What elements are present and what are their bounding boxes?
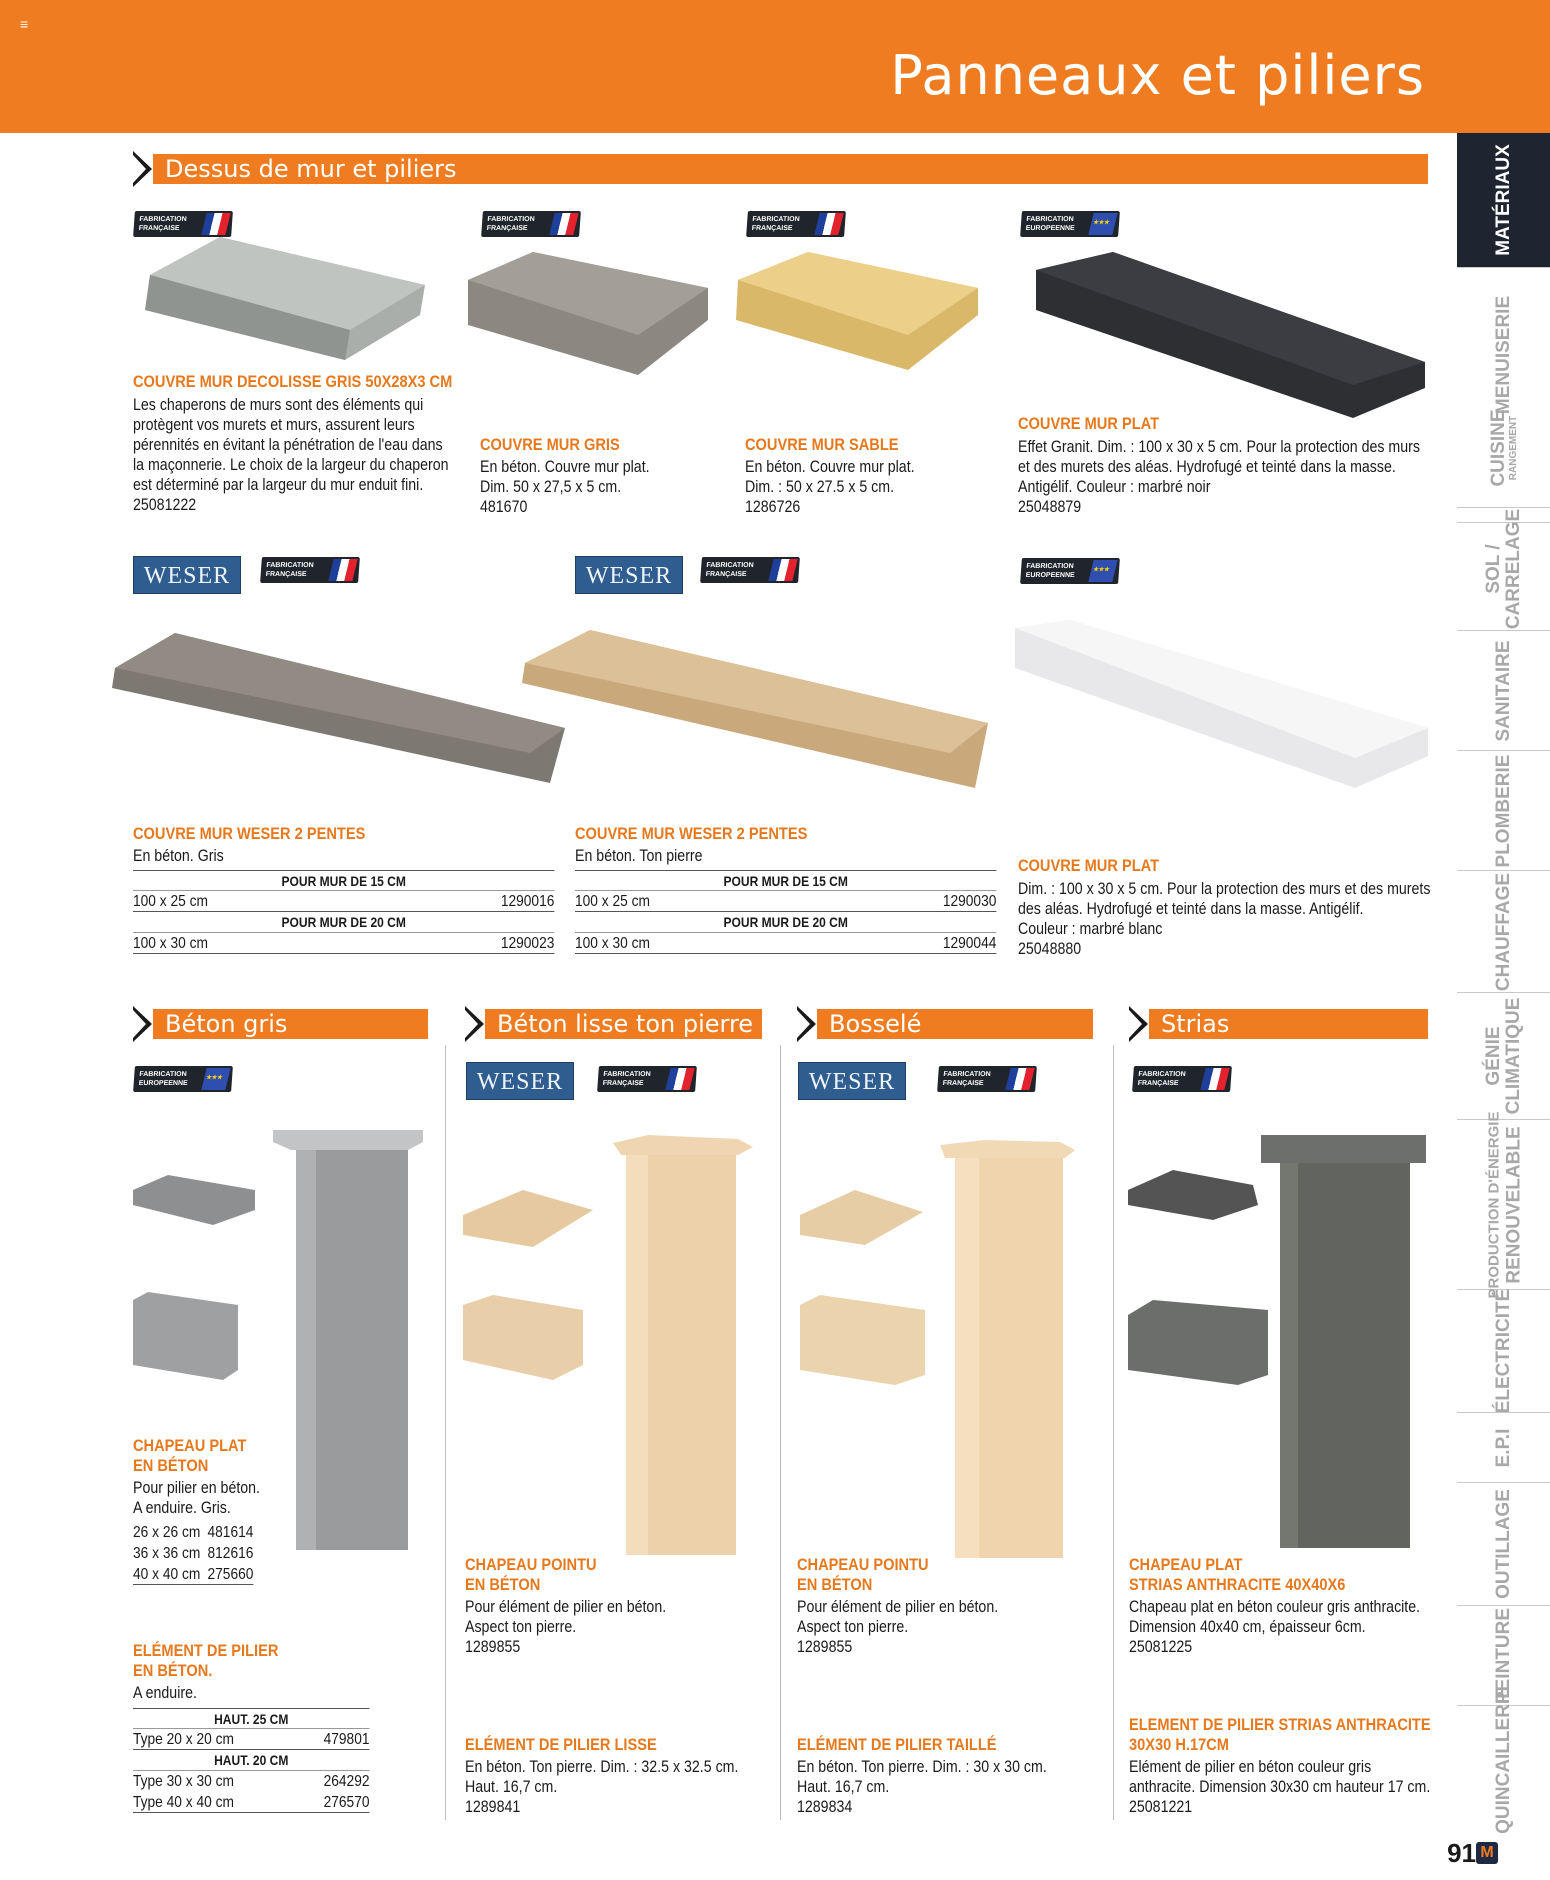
product-title: COUVRE MUR WESER 2 PENTES — [575, 824, 808, 843]
eu-flag-icon — [201, 1068, 230, 1090]
product-description: Chapeau plat en béton couleur gris anthracite. Dimension 40x40 cm, épaisseur 6cm. 25081225 — [1129, 1598, 1421, 1656]
bossele-pilier-image — [795, 1140, 1095, 1570]
sidebar-item-quincaillerie[interactable]: QUINCAILLERIE — [1492, 1685, 1514, 1834]
fabrication-francaise-badge: FABRICATION FRANÇAISE — [1132, 1066, 1232, 1092]
sidebar-item-energie[interactable]: PRODUCTION D'ÉNERGIE RENOUVELABLE — [1457, 1120, 1550, 1290]
fabrication-francaise-badge: FABRICATION FRANÇAISE — [481, 211, 581, 237]
product-description: A enduire. — [133, 1684, 197, 1702]
french-flag-icon — [201, 213, 230, 235]
chevron-right-icon — [465, 1006, 485, 1042]
brand-logo: M — [1476, 1842, 1498, 1864]
product-title: CHAPEAU PLAT EN BÉTON — [133, 1436, 247, 1475]
product-description: Pour élément de pilier en béton. Aspect ton pierre. 1289855 — [465, 1598, 667, 1656]
column-divider — [1113, 1045, 1114, 1820]
page-header — [0, 0, 1550, 133]
product-description: En béton. Couvre mur plat. Dim. : 50 x 27.5 x 5 cm. 1286726 — [745, 458, 915, 516]
couvre-mur-plat-blanc-image — [1010, 618, 1430, 793]
sidebar-item-plomberie[interactable]: PLOMBERIE — [1457, 751, 1550, 871]
spec-heading: HAUT. 20 CM — [133, 1750, 370, 1771]
product-title: CHAPEAU PLAT STRIAS ANTHRACITE 40X40X6 — [1129, 1555, 1346, 1594]
column-divider — [780, 1045, 781, 1820]
sidebar-item-menuiserie[interactable]: MENUISERIE — [1457, 268, 1550, 523]
product-title: CHAPEAU POINTU EN BÉTON — [465, 1555, 597, 1594]
column-divider — [445, 1045, 446, 1820]
fabrication-francaise-badge: FABRICATION FRANÇAISE — [700, 557, 800, 583]
couvre-mur-plat-noir-image — [1033, 250, 1428, 420]
french-flag-icon — [1005, 1068, 1034, 1090]
sidebar-item-epi[interactable]: E.P.I — [1457, 1413, 1550, 1483]
fabrication-europeenne-badge: FABRICATION EUROPEENNE ★★★ — [1020, 558, 1120, 584]
product-description: En béton. Gris — [133, 847, 224, 865]
product-title: COUVRE MUR GRIS — [480, 435, 620, 454]
spec-table: POUR MUR DE 15 CM 100 x 25 cm 1290016 POUR MUR DE 20 CM 100 x 30 cm 1290023 — [133, 870, 554, 954]
fabrication-europeenne-badge: FABRICATION EUROPEENNE ★★★ — [1020, 211, 1120, 237]
french-flag-icon — [328, 559, 357, 581]
couvre-mur-sable-image — [733, 250, 983, 375]
product-title: CHAPEAU POINTU EN BÉTON — [797, 1555, 929, 1594]
product-description: En béton. Ton pierre. Dim. : 32.5 x 32.5 cm. Haut. 16,7 cm. 1289841 — [465, 1758, 739, 1816]
product-description: Les chaperons de murs sont des éléments qui protègent vos murets et murs, assurent leurs pérennités en évitant la pénétration de l'eau dans la maçonnerie. Le choix de la largeur du chaperon est déterminé par la largeur du mur enduit fini. 25081222 — [133, 396, 449, 514]
fabrication-francaise-badge: FABRICATION FRANÇAISE — [133, 211, 233, 237]
couvre-mur-weser-gris-image — [110, 628, 570, 788]
product-title: COUVRE MUR WESER 2 PENTES — [133, 824, 366, 843]
spec-heading: HAUT. 25 CM — [133, 1708, 370, 1729]
spec-table: 26 x 26 cm 481614 36 x 36 cm 812616 40 x 40 cm 275660 — [133, 1524, 254, 1583]
page-title: Panneaux et piliers — [890, 44, 1425, 107]
french-flag-icon — [768, 559, 797, 581]
weser-logo: WESER — [575, 556, 683, 594]
section-title: Béton lisse ton pierre — [497, 1010, 754, 1038]
product-description: Effet Granit. Dim. : 100 x 30 x 5 cm. Pour la protection des murs et des murets des aléas. Hydrofugé et teinté dans la masse. Antigélif. Couleur : marbré noir 25048879 — [1018, 438, 1420, 516]
product-description: Elément de pilier en béton couleur gris anthracite. Dimension 30x30 cm hauteur 17 cm. 25081221 — [1129, 1758, 1431, 1816]
couvre-mur-weser-pierre-image — [520, 628, 990, 793]
section-header-beton-gris — [133, 1009, 428, 1039]
section-title: Dessus de mur et piliers — [165, 155, 457, 183]
product-description: En béton. Ton pierre. Dim. : 30 x 30 cm. Haut. 16,7 cm. 1289834 — [797, 1758, 1047, 1816]
sidebar-item-chauffage[interactable]: CHAUFFAGE — [1457, 871, 1550, 993]
eu-flag-icon — [1088, 560, 1117, 582]
fabrication-francaise-badge: FABRICATION FRANÇAISE — [260, 557, 360, 583]
product-title: COUVRE MUR PLAT — [1018, 414, 1160, 433]
sidebar-item-sanitaire[interactable]: SANITAIRE — [1457, 631, 1550, 751]
product-title: ELÉMENT DE PILIER LISSE — [465, 1735, 657, 1754]
chevron-right-icon — [797, 1006, 817, 1042]
weser-logo: WESER — [466, 1062, 574, 1100]
section-title: Bosselé — [829, 1010, 922, 1038]
product-title: ELÉMENT DE PILIER TAILLÉ — [797, 1735, 997, 1754]
spec-heading: POUR MUR DE 15 CM — [575, 870, 996, 891]
chevron-right-icon — [1129, 1006, 1149, 1042]
eu-flag-icon — [1088, 213, 1117, 235]
spec-table: POUR MUR DE 15 CM 100 x 25 cm 1290030 POUR MUR DE 20 CM 100 x 30 cm 1290044 — [575, 870, 996, 954]
product-description: En béton. Couvre mur plat. Dim. 50 x 27,5 x 5 cm. 481670 — [480, 458, 650, 516]
french-flag-icon — [1200, 1068, 1229, 1090]
fabrication-europeenne-badge: FABRICATION EUROPEENNE ★★★ — [133, 1066, 233, 1092]
product-title: ELÉMENT DE PILIER EN BÉTON. — [133, 1641, 279, 1680]
chevron-right-icon — [133, 1006, 153, 1042]
product-title: COUVRE MUR SABLE — [745, 435, 899, 454]
category-sidebar — [1457, 133, 1550, 1834]
couvre-mur-decolisse-image — [140, 235, 430, 365]
menu-icon[interactable]: ≡ — [20, 16, 29, 32]
section-title: Strias — [1161, 1010, 1230, 1038]
fabrication-francaise-badge: FABRICATION FRANÇAISE — [597, 1066, 697, 1092]
product-description: Pour pilier en béton. A enduire. Gris. — [133, 1479, 261, 1517]
product-description: En béton. Ton pierre — [575, 847, 703, 865]
product-title: ELEMENT DE PILIER STRIAS ANTHRACITE 30X30 H.17CM — [1129, 1715, 1431, 1754]
product-title: COUVRE MUR DECOLISSE GRIS 50X28X3 CM — [133, 372, 453, 391]
sidebar-item-genie-climatique[interactable]: GÉNIE CLIMATIQUE — [1457, 993, 1550, 1120]
section-header-beton-lisse — [465, 1009, 762, 1039]
sidebar-item-outillage[interactable]: OUTILLAGE — [1457, 1483, 1550, 1606]
section-title: Béton gris — [165, 1010, 288, 1038]
spec-heading: POUR MUR DE 20 CM — [133, 912, 554, 933]
sidebar-item-sol-carrelage[interactable]: SOL / CARRELAGE — [1457, 508, 1550, 631]
strias-pilier-image — [1128, 1130, 1428, 1570]
sidebar-item-peinture[interactable]: PEINTURE — [1457, 1606, 1550, 1706]
product-title: COUVRE MUR PLAT — [1018, 856, 1160, 875]
section-header-dessus — [133, 154, 1428, 184]
spec-heading: POUR MUR DE 15 CM — [133, 870, 554, 891]
spec-table: HAUT. 25 CM Type 20 x 20 cm 479801 HAUT. 20 CM Type 30 x 30 cm 264292 Type 40 x 40 cm 276570 — [133, 1708, 370, 1813]
product-description: Pour élément de pilier en béton. Aspect ton pierre. 1289855 — [797, 1598, 999, 1656]
sidebar-item-electricite[interactable]: ÉLECTRICITÉ — [1457, 1290, 1550, 1413]
french-flag-icon — [665, 1068, 694, 1090]
sidebar-item-materiaux[interactable]: MATÉRIAUX — [1457, 133, 1550, 268]
fabrication-francaise-badge: FABRICATION FRANÇAISE — [937, 1066, 1037, 1092]
chevron-right-icon — [133, 151, 153, 187]
sidebar-item-cuisine[interactable]: CUISINE RANGEMENT — [1457, 388, 1550, 508]
weser-logo: WESER — [798, 1062, 906, 1100]
couvre-mur-gris-image — [463, 250, 713, 380]
spec-heading: POUR MUR DE 20 CM — [575, 912, 996, 933]
fabrication-francaise-badge: FABRICATION FRANÇAISE — [746, 211, 846, 237]
section-header-strias — [1129, 1009, 1428, 1039]
french-flag-icon — [549, 213, 578, 235]
section-header-bossele — [797, 1009, 1093, 1039]
beton-lisse-pilier-image — [463, 1135, 763, 1570]
french-flag-icon — [814, 213, 843, 235]
product-description: Dim. : 100 x 30 x 5 cm. Pour la protection des murs et des murets des aléas. Hydrofugé et teinté dans la masse. Antigélif. Couleur : marbré blanc 25048880 — [1018, 880, 1431, 958]
weser-logo: WESER — [133, 556, 241, 594]
page-number: 91 — [1447, 1838, 1476, 1868]
